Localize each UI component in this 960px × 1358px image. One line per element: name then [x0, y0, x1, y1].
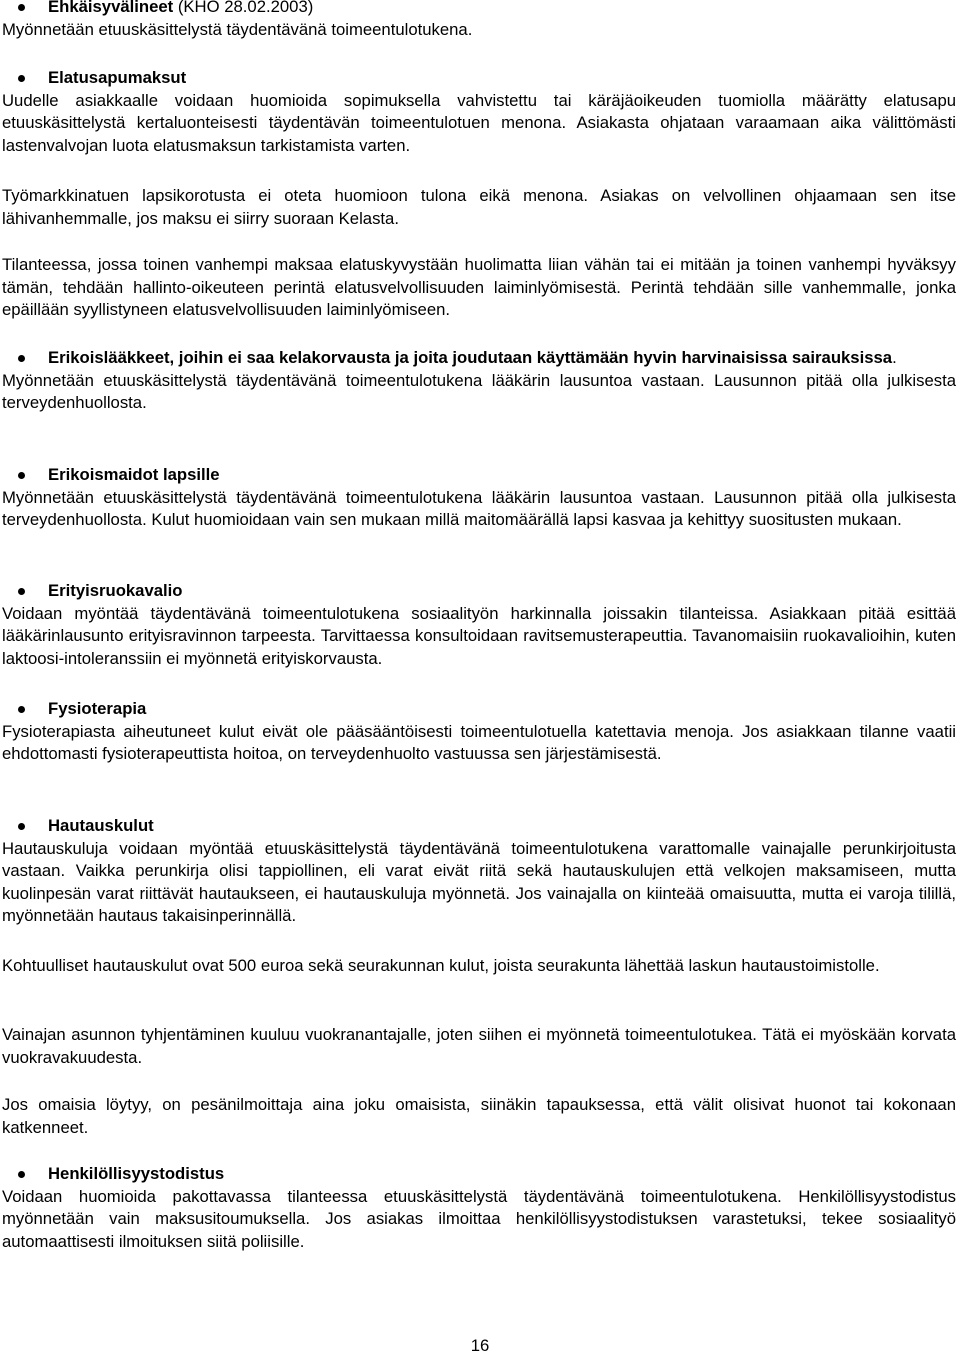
section-heading: Erikoislääkkeet, joihin ei saa kelakorvausta ja joita joudutaan käyttämään hyvin harvinaisissa sairauksissa. [2, 347, 956, 370]
section-elatusapumaksut [2, 67, 956, 157]
section-erityisruokavalio [2, 580, 956, 670]
paragraph-block [2, 254, 956, 322]
bullet-icon [18, 823, 25, 830]
paragraph: Vainajan asunnon tyhjentäminen kuuluu vuokranantajalle, joten siihen ei myönnetä toimeentulotukea. Tätä ei myöskään korvata vuokravakuudesta. [2, 1025, 956, 1067]
paragraph-block [2, 1024, 956, 1069]
bullet-icon [18, 4, 25, 11]
paragraph-block [2, 1094, 956, 1139]
section-hautauskulut [2, 815, 956, 928]
paragraph: Työmarkkinatuen lapsikorotusta ei oteta huomioon tulona eikä menona. Asiakas on velvollinen ohjaamaan sen itse lähivanhemmalle, jos maksu ei siirry suoraan Kelasta. [2, 186, 956, 228]
section-heading: Henkilöllisyystodistus [2, 1163, 956, 1186]
paragraph: Fysioterapiasta aiheutuneet kulut eivät ole pääsääntöisesti toimeentulotuella katettavia menoja. Jos asiakkaan tilanne vaatii ehdottomasti fysioterapeuttista hoitoa, on terveydenhuolto vastuussa sen järjestämisestä. [2, 721, 956, 763]
paragraph: Myönnetään etuuskäsittelystä täydentävänä toimeentulotukena. [2, 19, 473, 39]
paragraph: Myönnetään etuuskäsittelystä täydentävänä toimeentulotukena lääkärin lausuntoa vastaan. Lausunnon pitää olla julkisesta terveydenhuollosta. Kulut huomioidaan vain sen mukaan millä maitomäärällä lapsi kasvaa ja kehittyy suositusten mukaan. [2, 487, 956, 529]
paragraph: Uudelle asiakkaalle voidaan huomioida sopimuksella vahvistettu tai käräjäoikeuden tuomiolla määrätty elatusapu etuuskäsittelystä kertaluonteisesti täydentävän toimeentulotuen menona. Asiakasta ohjataan varaamaan aika välittömästi lastenvalvojan luota elatusmaksun tarkistamista varten. [2, 90, 956, 155]
section-heading: Ehkäisyvälineet (KHO 28.02.2003) [2, 0, 956, 19]
paragraph: Myönnetään etuuskäsittelystä täydentävänä toimeentulotukena lääkärin lausuntoa vastaan. Lausunnon pitää olla julkisesta terveydenhuollosta. [2, 370, 956, 412]
section-erikoislaakkeet [2, 347, 956, 415]
paragraph: Jos omaisia löytyy, on pesänilmoittaja aina joku omaisista, siinäkin tapauksessa, että välit olisivat huonot tai kokonaan katkenneet. [2, 1095, 956, 1137]
section-ehkaisyvalineet [2, 0, 956, 41]
bullet-icon [18, 75, 25, 82]
paragraph-block [2, 185, 956, 230]
bullet-icon [18, 706, 25, 713]
bullet-icon [18, 1171, 25, 1178]
section-henkilollisyystodistus [2, 1163, 956, 1253]
bullet-icon [18, 355, 25, 362]
section-heading: Hautauskulut [2, 815, 956, 838]
section-heading: Elatusapumaksut [2, 67, 956, 90]
page-number: 16 [470, 1336, 490, 1355]
bullet-icon [18, 588, 25, 595]
section-fysioterapia [2, 698, 956, 766]
bullet-icon [18, 472, 25, 479]
paragraph: Hautauskuluja voidaan myöntää etuuskäsittelystä täydentävänä toimeentulotukena varattomalle vainajalle perunkirjoitusta vastaan. Vaikka perunkirja olisi tappiollinen, eli varat eivät riitä sekä hautauskulujen että velkojen maksamiseen, mutta kuolinpesän varat riittävät hautaukseen, ei hautauskuluja myönnetä. Jos vainajalla on kiinteää omaisuutta, mutta ei varoja tilillä, myönnetään hautaus takaisinperinnällä. [2, 838, 956, 925]
section-heading: Erikoismaidot lapsille [2, 464, 956, 487]
section-heading: Fysioterapia [2, 698, 956, 721]
section-erikoismaidot [2, 464, 956, 532]
paragraph: Voidaan myöntää täydentävänä toimeentulotukena sosiaalityön harkinnalla joissakin tilanteissa. Asiakkaan pitää esittää lääkärinlausunto erityisravinnon tarpeesta. Tarvittaessa konsultoidaan ravitsemusterapeuttia. Tavanomaisiin ruokavalioihin, kuten laktoosi-intoleranssiin ei myönnetä erityiskorvausta. [2, 603, 956, 668]
section-heading: Erityisruokavalio [2, 580, 956, 603]
paragraph: Voidaan huomioida pakottavassa tilanteessa etuuskäsittelystä täydentävänä toimeentulotukena. Henkilöllisyystodistus myönnetään vain maksusitoumuksella. Jos asiakas ilmoittaa henkilöllisyystodistuksen varastetuksi, tekee sosiaalityö automaattisesti ilmoituksen siitä poliisille. [2, 1186, 956, 1251]
paragraph-block [2, 955, 956, 978]
paragraph: Kohtuulliset hautauskulut ovat 500 euroa sekä seurakunnan kulut, joista seurakunta lähettää laskun hautaustoimistolle. [2, 956, 880, 975]
paragraph: Tilanteessa, jossa toinen vanhempi maksaa elatuskyvystään huolimatta liian vähän tai ei mitään ja toinen vanhempi hyväksyy tämän, tehdään hallinto-oikeuteen perintä elatusvelvollisuuden laiminlyömisestä. Perintä tehdään sille vanhemmalle, jonka epäillään syyllistyneen elatusvelvollisuuden laiminlyömiseen. [2, 255, 956, 319]
